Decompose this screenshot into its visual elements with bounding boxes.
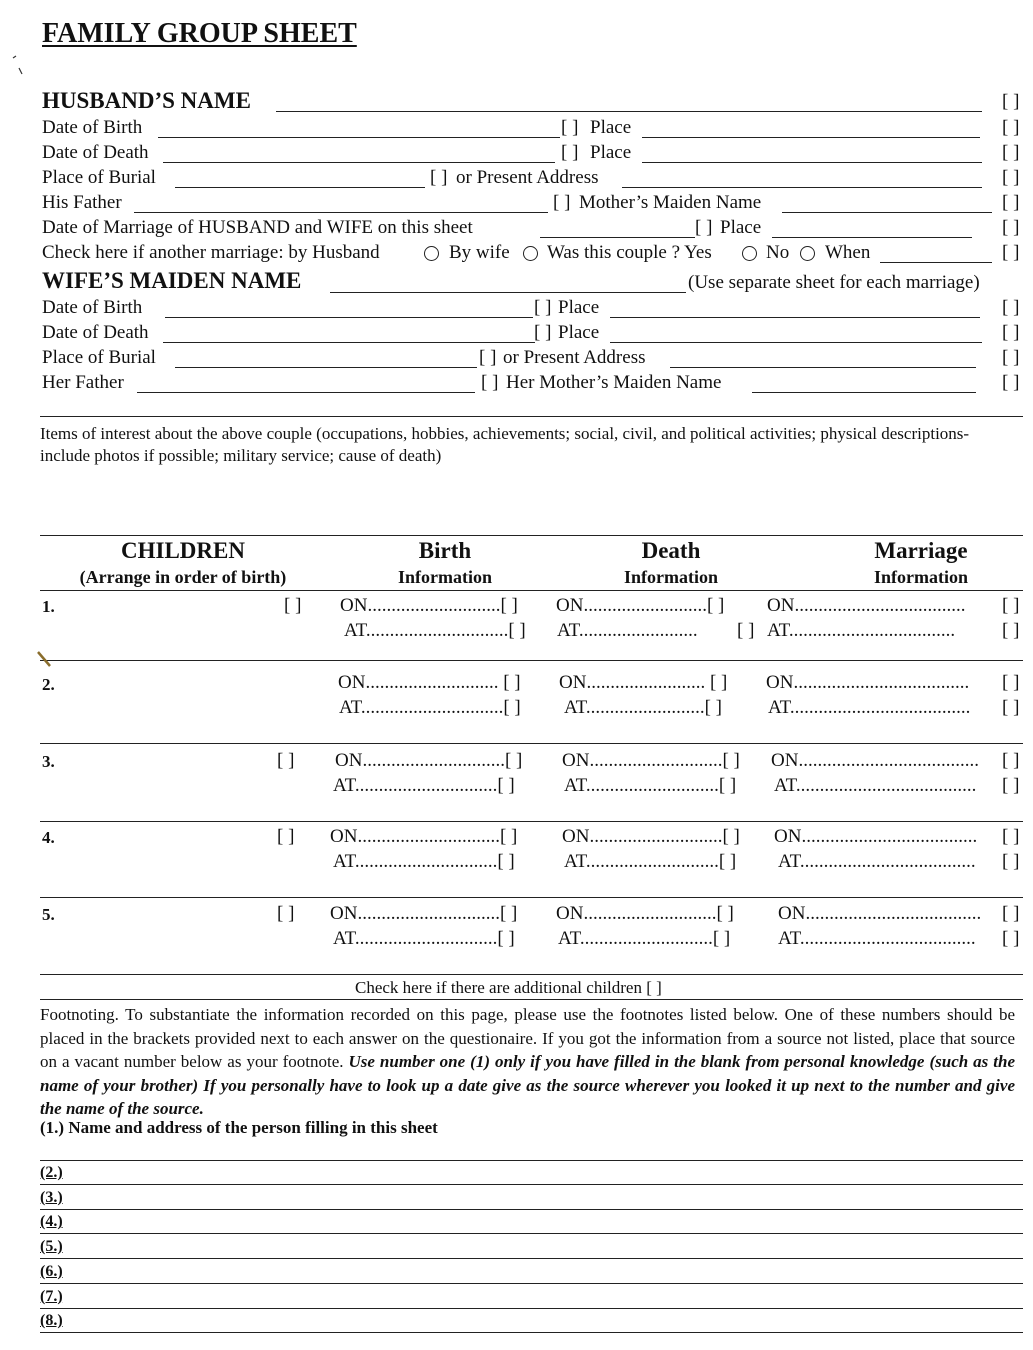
marriage-on[interactable]: ON..................................... [766, 672, 970, 693]
bracket[interactable]: [ ] [1002, 192, 1020, 213]
wife-maiden-name-field[interactable] [330, 292, 686, 293]
husband-radio[interactable] [424, 246, 439, 261]
wife-birth-field[interactable] [165, 317, 533, 318]
birth-info-header: Information [398, 567, 492, 587]
death-at[interactable]: AT............................[ ] [564, 851, 737, 872]
other-marriage-label: Check here if another marriage: by Husband [42, 242, 380, 263]
mothers-maiden-name-field[interactable] [782, 212, 992, 213]
bracket[interactable]: [ ] [561, 117, 579, 138]
footnote-line[interactable] [40, 1209, 1023, 1210]
child-number: 1. [42, 597, 55, 616]
row-rule [40, 821, 1023, 822]
birth-at[interactable]: AT..............................[ ] [339, 697, 521, 718]
her-mothers-maiden-name-label: Her Mother’s Maiden Name [506, 372, 722, 393]
bracket[interactable]: [ ] [1002, 697, 1020, 718]
bracket[interactable]: [ ] [284, 595, 302, 616]
marriage-at[interactable]: AT................................... [767, 620, 956, 641]
date-of-marriage-field[interactable] [540, 237, 695, 238]
footnoting-text [40, 1003, 1015, 1121]
bracket[interactable]: [ ] [1002, 142, 1020, 163]
footnote-line[interactable] [40, 1308, 1023, 1309]
row-rule [40, 743, 1023, 744]
row-rule [40, 974, 1023, 975]
bracket[interactable]: [ ] [277, 903, 295, 924]
bracket[interactable]: [ ] [1002, 372, 1020, 393]
footnote-line[interactable] [40, 1283, 1023, 1284]
footnoting-intro: Footnoting. To substantiate the information recorded on this page, please use the footnotes listed below. One of these numbers should be placed in the brackets provided next to each answer on the questionaire. If you got the information from a source not listed, place that source on a vacant number below as your footnote. [40, 1005, 1015, 1071]
present-address-label: or Present Address [503, 347, 646, 368]
husband-name-label: HUSBAND’S NAME [42, 88, 251, 113]
marriage-header: Marriage [874, 538, 968, 563]
stray-mark [10, 54, 24, 76]
section-divider [40, 416, 1023, 417]
bracket[interactable]: [ ] [1002, 903, 1020, 924]
husband-death-place-field[interactable] [642, 162, 982, 163]
birth-on[interactable]: ON..............................[ ] [330, 826, 518, 847]
no-radio[interactable] [800, 246, 815, 261]
wife-birth-label: Date of Birth [42, 297, 143, 318]
footnote-number: (8.) [40, 1312, 63, 1330]
husband-birth-label: Date of Birth [42, 117, 143, 138]
birth-at[interactable]: AT..............................[ ] [333, 775, 515, 796]
footnote-line[interactable] [40, 1332, 1023, 1333]
birth-header: Birth [418, 538, 472, 563]
child-number: 2. [42, 675, 55, 694]
husband-death-field[interactable] [163, 162, 555, 163]
footnote-1-label: (1.) Name and address of the person filling in this sheet [40, 1118, 438, 1137]
husband-birth-field[interactable] [158, 137, 560, 138]
wife-death-label: Date of Death [42, 322, 149, 343]
child-number: 3. [42, 752, 55, 771]
bracket[interactable]: [ ] [1002, 322, 1020, 343]
bracket[interactable]: [ ] [1002, 167, 1020, 188]
birth-at[interactable]: AT..............................[ ] [344, 620, 526, 641]
death-info-header: Information [624, 567, 718, 587]
page-title: FAMILY GROUP SHEET [42, 18, 357, 49]
death-at[interactable]: AT.........................[ ] [564, 697, 722, 718]
marriage-at[interactable]: AT..................................... [778, 928, 976, 949]
husband-burial-label: Place of Burial [42, 167, 156, 188]
table-top-rule [40, 535, 1023, 536]
place-label: Place [720, 217, 762, 238]
footnote-number: (6.) [40, 1262, 63, 1280]
husband-name-field[interactable] [276, 111, 982, 112]
marriage-place-field[interactable] [772, 237, 972, 238]
husband-burial-field[interactable] [175, 187, 425, 188]
bracket[interactable]: [ ] [479, 347, 497, 368]
bracket[interactable]: [ ] [1002, 775, 1020, 796]
yes-radio[interactable] [742, 246, 757, 261]
death-on[interactable]: ON..........................[ ] [556, 595, 725, 616]
wife-address-field[interactable] [670, 367, 976, 368]
birth-on[interactable]: ON..............................[ ] [330, 903, 518, 924]
marriage-at[interactable]: AT..................................... [778, 851, 976, 872]
row-rule [40, 897, 1023, 898]
her-father-label: Her Father [42, 372, 124, 393]
footnote-number: (2.) [40, 1164, 63, 1181]
death-on[interactable]: ON......................... [ ] [559, 672, 728, 693]
death-on[interactable]: ON............................[ ] [556, 903, 734, 924]
birth-at[interactable]: AT..............................[ ] [333, 928, 515, 949]
place-label: Place [558, 322, 600, 343]
bracket[interactable]: [ ] [1002, 620, 1020, 641]
marriage-at[interactable]: AT...................................... [768, 697, 971, 718]
bracket[interactable]: [ ] [1002, 242, 1020, 263]
marriage-on[interactable]: ON..................................... [778, 903, 982, 924]
footnote-line[interactable] [40, 1184, 1023, 1185]
husband-birth-place-field[interactable] [642, 137, 980, 138]
bracket[interactable]: [ ] [1002, 928, 1020, 949]
bracket[interactable]: [ ] [561, 142, 579, 163]
items-of-interest-text: Items of interest about the above couple (occupations, hobbies, achievements; social, civil, and political activities; physical descriptions- include photos if possible; military service; cause of death) [40, 424, 970, 465]
marriage-on[interactable]: ON..................................... [774, 826, 978, 847]
bracket[interactable]: [ ] [534, 297, 552, 318]
was-couple-label: Was this couple ? Yes [547, 242, 712, 263]
place-label: Place [590, 117, 632, 138]
bracket[interactable]: [ ] [737, 620, 755, 641]
bracket[interactable]: [ ] [1002, 826, 1020, 847]
bracket[interactable]: [ ] [277, 826, 295, 847]
footnote-number: (5.) [40, 1238, 63, 1256]
bracket[interactable]: [ ] [481, 372, 499, 393]
pencil-mark [36, 650, 56, 670]
bracket[interactable]: [ ] [1002, 297, 1020, 318]
bracket[interactable]: [ ] [1002, 217, 1020, 238]
marriage-on[interactable]: ON...................................... [771, 750, 979, 771]
child-number: 4. [42, 828, 55, 847]
children-subheader: (Arrange in order of birth) [79, 567, 287, 587]
when-field[interactable] [880, 262, 992, 263]
no-label: No [766, 242, 790, 263]
birth-on[interactable]: ON............................[ ] [340, 595, 518, 616]
birth-on[interactable]: ON............................ [ ] [338, 672, 521, 693]
footnoting-emphasis: Use number one (1) only if you have filled in the blank from personal knowledge (such as the name of your brother) If you personally have to look up a date give as the source wherever you looked it up next to the number and give the name of the source. [40, 1052, 1016, 1118]
marriage-info-header: Information [874, 567, 968, 587]
footnote-line[interactable] [40, 1258, 1023, 1259]
wife-burial-field[interactable] [175, 367, 477, 368]
date-of-marriage-label: Date of Marriage of HUSBAND and WIFE on this sheet [42, 217, 473, 238]
bracket[interactable]: [ ] [430, 167, 448, 188]
death-at[interactable]: AT............................[ ] [558, 928, 731, 949]
birth-on[interactable]: ON..............................[ ] [335, 750, 523, 771]
separate-sheet-note: (Use separate sheet for each marriage) [688, 272, 980, 293]
child-number: 5. [42, 905, 55, 924]
death-header: Death [641, 538, 701, 563]
place-label: Place [590, 142, 632, 163]
by-wife-label: By wife [449, 242, 510, 263]
when-label: When [825, 242, 871, 263]
table-header-rule [40, 590, 1023, 591]
bracket[interactable]: [ ] [1002, 117, 1020, 138]
marriage-at[interactable]: AT...................................... [774, 775, 977, 796]
wife-maiden-name-label: WIFE’S MAIDEN NAME [42, 268, 302, 293]
death-at[interactable]: AT............................[ ] [564, 775, 737, 796]
present-address-label: or Present Address [456, 167, 599, 188]
bracket[interactable]: [ ] [1002, 91, 1020, 112]
bracket[interactable]: [ ] [1002, 750, 1020, 771]
footnote-number: (4.) [40, 1213, 63, 1231]
bracket[interactable]: [ ] [534, 322, 552, 343]
wife-birth-place-field[interactable] [610, 317, 980, 318]
his-father-label: His Father [42, 192, 122, 213]
footnote-line[interactable] [40, 1233, 1023, 1234]
her-father-field[interactable] [137, 392, 475, 393]
place-label: Place [558, 297, 600, 318]
footnote-number: (3.) [40, 1188, 63, 1206]
bracket[interactable]: [ ] [1002, 347, 1020, 368]
row-rule [40, 660, 1023, 661]
bracket[interactable]: [ ] [277, 750, 295, 771]
footnote-number: (7.) [40, 1287, 63, 1305]
bracket[interactable]: [ ] [1002, 595, 1020, 616]
wife-death-field[interactable] [163, 342, 535, 343]
husband-death-label: Date of Death [42, 142, 149, 163]
wife-burial-label: Place of Burial [42, 347, 156, 368]
bracket[interactable]: [ ] [553, 192, 571, 213]
children-header: CHILDREN [121, 538, 245, 563]
wife-radio[interactable] [523, 246, 538, 261]
her-mothers-maiden-name-field[interactable] [752, 392, 976, 393]
bracket[interactable]: [ ] [1002, 672, 1020, 693]
table-bottom-rule [40, 999, 1023, 1000]
wife-death-place-field[interactable] [610, 342, 982, 343]
additional-children-check[interactable]: Check here if there are additional children [ ] [355, 978, 662, 997]
birth-at[interactable]: AT..............................[ ] [333, 851, 515, 872]
death-at[interactable]: AT......................... [557, 620, 698, 641]
bracket[interactable]: [ ] [695, 217, 713, 238]
footnote-1-field[interactable] [40, 1160, 1023, 1161]
bracket[interactable]: [ ] [1002, 851, 1020, 872]
husband-address-field[interactable] [622, 187, 982, 188]
his-father-field[interactable] [134, 212, 548, 213]
marriage-on[interactable]: ON.................................... [767, 595, 966, 616]
death-on[interactable]: ON............................[ ] [562, 826, 740, 847]
mothers-maiden-name-label: Mother’s Maiden Name [579, 192, 762, 213]
death-on[interactable]: ON............................[ ] [562, 750, 740, 771]
